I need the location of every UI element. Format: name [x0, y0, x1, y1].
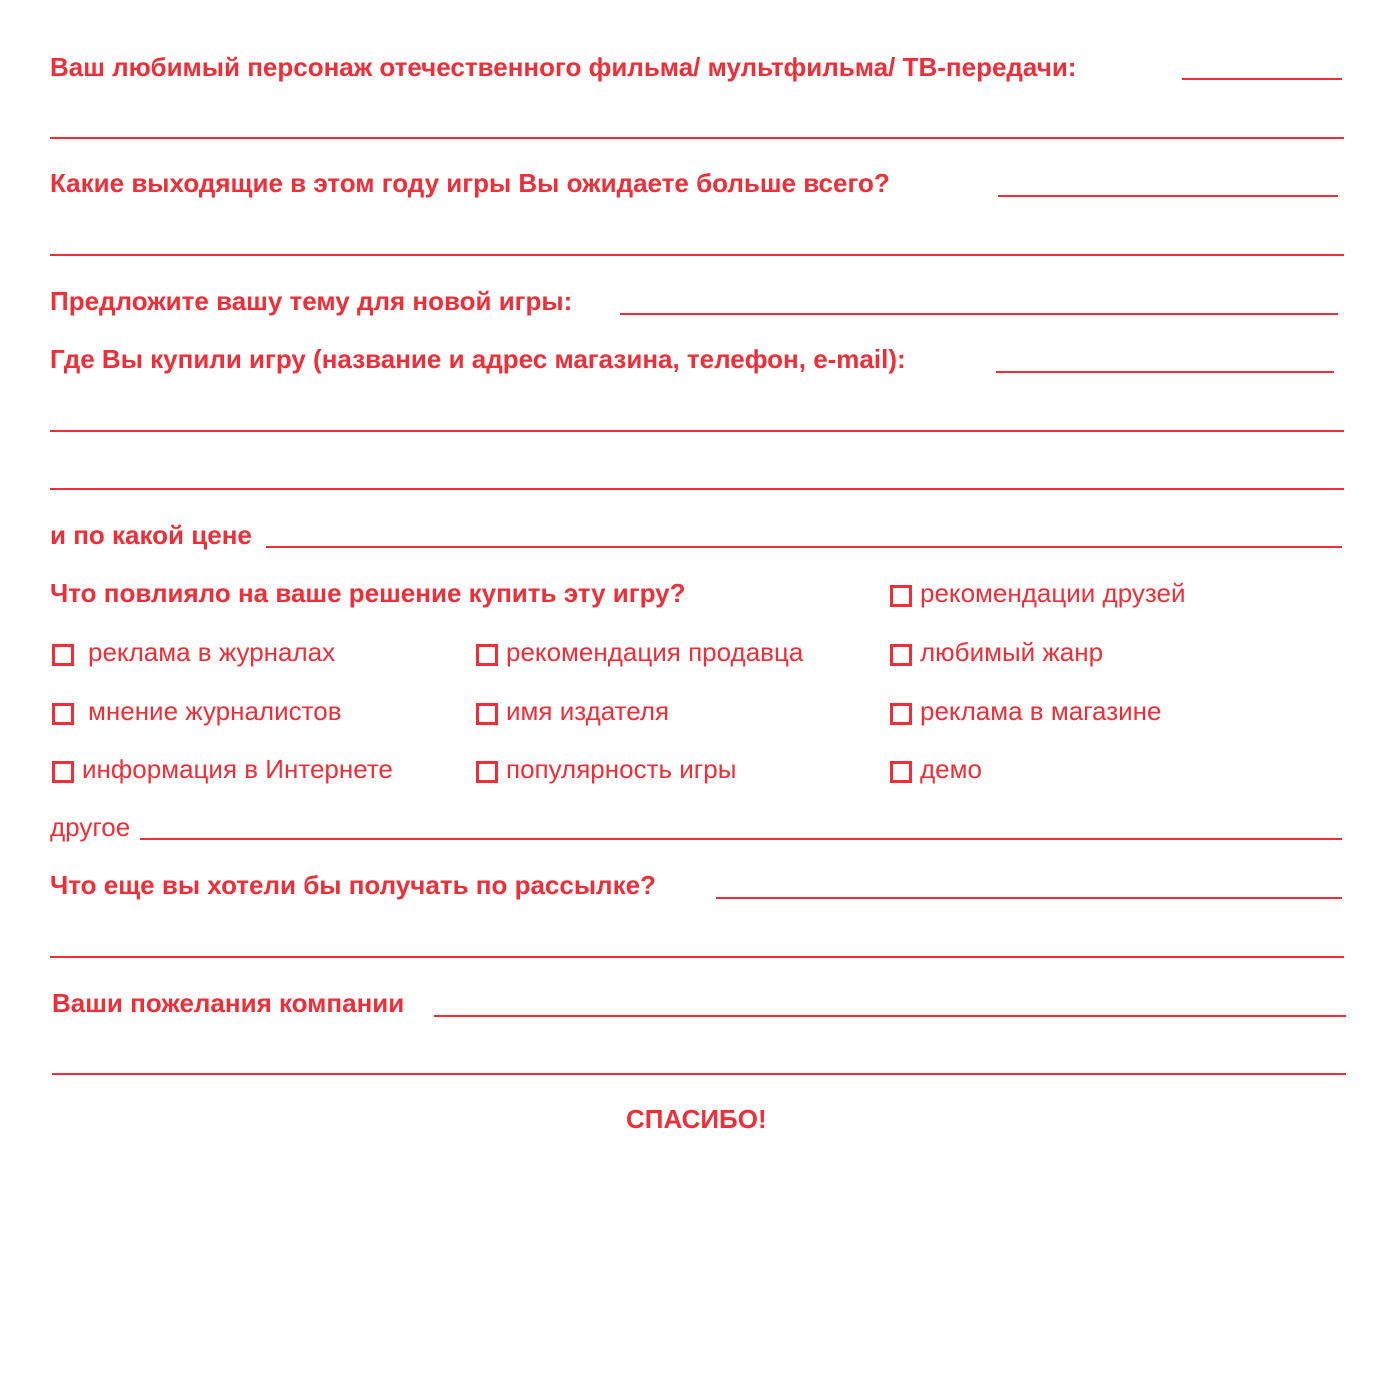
option-label: реклама в магазине [920, 696, 1162, 726]
option-friends[interactable] [890, 578, 1185, 608]
option-demo[interactable] [890, 754, 982, 784]
option-label: демо [920, 754, 982, 784]
question-where-bought: Где Вы купили игру (название и адрес магазина, телефон, e-mail): [50, 344, 906, 374]
option-label: любимый жанр [920, 637, 1104, 667]
answer-line-expected-games[interactable] [998, 195, 1338, 197]
option-publisher[interactable] [476, 696, 669, 726]
checkbox-icon[interactable] [476, 703, 498, 725]
question-new-theme: Предложите вашу тему для новой игры: [50, 286, 573, 316]
option-seller[interactable] [476, 637, 803, 667]
option-journalists[interactable] [52, 696, 342, 726]
option-magazine-ads[interactable] [52, 637, 335, 667]
answer-line-newsletter-2[interactable] [50, 956, 1344, 958]
question-newsletter: Что еще вы хотели бы получать по рассылке? [50, 870, 656, 900]
option-store-ads[interactable] [890, 696, 1162, 726]
answer-line-where-bought[interactable] [996, 371, 1334, 373]
answer-line-new-theme[interactable] [620, 313, 1338, 315]
option-label: информация в Интернете [82, 754, 393, 784]
question-expected-games: Какие выходящие в этом году игры Вы ожидаете больше всего? [50, 168, 890, 198]
option-label: рекомендация продавца [506, 637, 804, 667]
option-label: имя издателя [506, 696, 670, 726]
label-other: другое [50, 812, 131, 842]
answer-line-wishes[interactable] [434, 1015, 1346, 1017]
option-genre[interactable] [890, 637, 1103, 667]
option-label: популярность игры [506, 754, 737, 784]
thanks-text: СПАСИБО! [626, 1104, 767, 1134]
answer-line-price[interactable] [266, 546, 1342, 548]
checkbox-icon[interactable] [890, 644, 912, 666]
checkbox-icon[interactable] [476, 761, 498, 783]
answer-line-where-bought-2[interactable] [50, 430, 1344, 432]
question-price: и по какой цене [50, 520, 252, 550]
option-label: рекомендации друзей [920, 578, 1186, 608]
question-wishes: Ваши пожелания компании [52, 988, 405, 1018]
answer-line-where-bought-3[interactable] [50, 488, 1344, 490]
option-label: мнение журналистов [88, 696, 342, 726]
answer-line-expected-games-2[interactable] [50, 254, 1344, 256]
answer-line-newsletter[interactable] [716, 897, 1342, 899]
checkbox-icon[interactable] [890, 761, 912, 783]
question-favorite-character: Ваш любимый персонаж отечественного фильма/ мультфильма/ ТВ-передачи: [50, 52, 1077, 82]
checkbox-icon[interactable] [890, 703, 912, 725]
option-popularity[interactable] [476, 754, 736, 784]
checkbox-icon[interactable] [52, 644, 74, 666]
checkbox-icon[interactable] [52, 703, 74, 725]
option-label: реклама в журналах [88, 637, 336, 667]
answer-line-other[interactable] [140, 838, 1342, 840]
checkbox-icon[interactable] [890, 585, 912, 607]
checkbox-icon[interactable] [52, 761, 74, 783]
answer-line-favorite-character[interactable] [1182, 78, 1342, 80]
question-influence: Что повлияло на ваше решение купить эту игру? [50, 578, 686, 608]
answer-line-wishes-2[interactable] [52, 1073, 1346, 1075]
checkbox-icon[interactable] [476, 644, 498, 666]
answer-line-favorite-character-2[interactable] [50, 137, 1344, 139]
option-internet[interactable] [52, 754, 393, 784]
